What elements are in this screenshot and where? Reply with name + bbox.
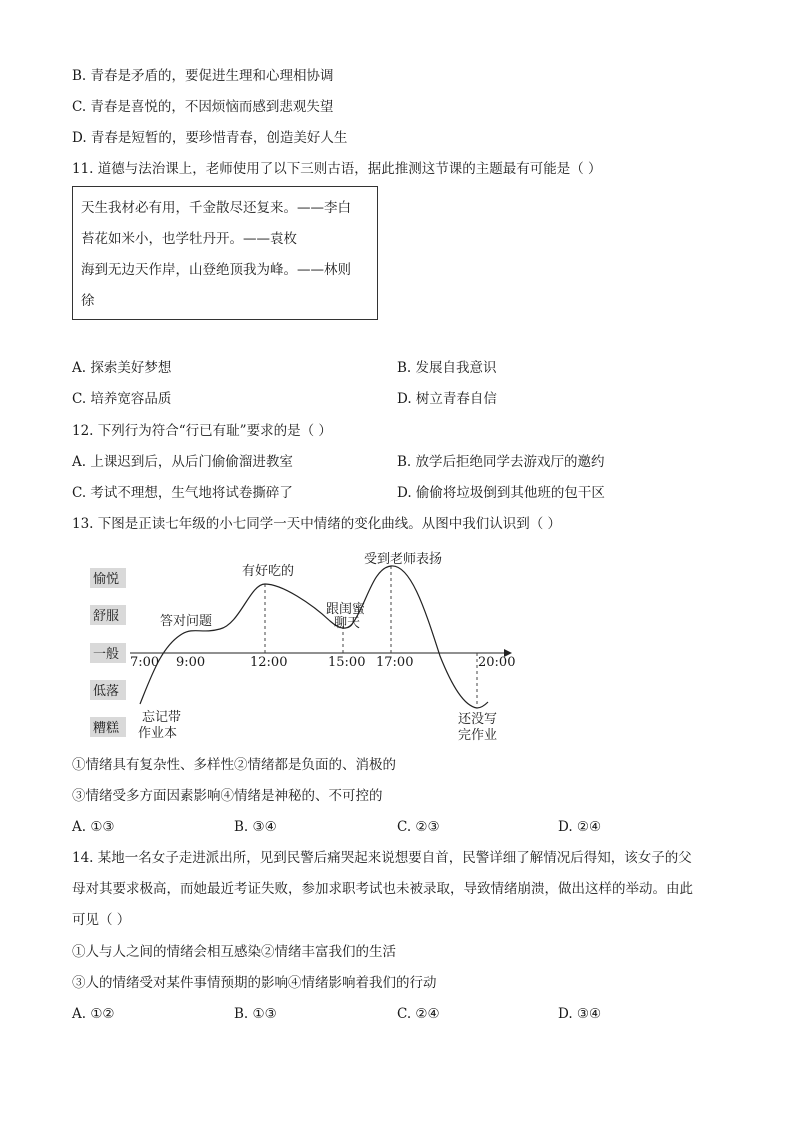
level-label-2: 舒服 <box>93 609 120 624</box>
q11-option-b: B. 发展自我意识 <box>397 360 497 376</box>
q13-stem: 13. 下图是正读七年级的小七同学一天中情绪的变化曲线。从图中我们认识到（ ） <box>72 516 562 532</box>
q14-option-b: B. ①③ <box>234 1006 277 1022</box>
x-tick-15: 15:00 <box>328 655 366 670</box>
event-label-4a: 跟闺蜜 <box>326 602 366 617</box>
event-label-1a: 忘记带 <box>142 710 182 725</box>
q10-option-b: B. 青春是矛盾的，要促进生理和心理相协调 <box>72 68 334 84</box>
q14-statement-2: ③人的情绪受对某件事情预期的影响④情绪影响着我们的行动 <box>72 975 437 991</box>
q14-stem-2: 母对其要求极高，而她最近考证失败，参加求职考试也未被录取，导致情绪崩溃，做出这样的举动。由此 <box>72 881 693 897</box>
q12-option-b: B. 放学后拒绝同学去游戏厅的邀约 <box>397 454 605 470</box>
q11-quote-2: 苔花如米小，也学牡丹开。——袁枚 <box>81 231 297 247</box>
q12-stem: 12. 下列行为符合“行已有耻”要求的是（ ） <box>72 423 332 439</box>
x-tick-9: 9:00 <box>176 655 206 670</box>
q14-option-d: D. ③④ <box>558 1006 602 1022</box>
q13-statement-1: ①情绪具有复杂性、多样性②情绪都是负面的、消极的 <box>72 757 396 773</box>
x-tick-20: 20:00 <box>478 655 516 670</box>
x-tick-12: 12:00 <box>250 655 288 670</box>
q11-option-c: C. 培养宽容品质 <box>72 391 172 407</box>
level-label-3: 一般 <box>93 647 120 662</box>
event-label-2: 答对问题 <box>160 614 213 629</box>
q10-option-c: C. 青春是喜悦的，不因烦恼而感到悲观失望 <box>72 99 334 115</box>
q12-option-a: A. 上课迟到后，从后门偷偷溜进教室 <box>72 454 293 470</box>
q13-option-b: B. ③④ <box>234 819 277 835</box>
q14-option-a: A. ①② <box>72 1006 115 1022</box>
q14-stem-1: 14. 某地一名女子走进派出所，见到民警后痛哭起来说想要自首，民警详细了解情况后得知，该女子的父 <box>72 850 692 866</box>
event-label-5: 受到老师表扬 <box>364 552 443 567</box>
event-label-1b: 作业本 <box>138 726 178 741</box>
q13-statement-2: ③情绪受多方面因素影响④情绪是神秘的、不可控的 <box>72 788 383 804</box>
q11-quote-1: 天生我材必有用，千金散尽还复来。——李白 <box>81 200 351 216</box>
event-label-3: 有好吃的 <box>242 564 295 579</box>
q11-quote-3: 海到无边天作岸，山登绝顶我为峰。——林则 <box>81 262 351 278</box>
x-tick-7: 7:00 <box>130 655 160 670</box>
event-label-6b: 完作业 <box>458 728 498 743</box>
event-label-4b: 聊天 <box>334 616 361 631</box>
level-label-5: 糟糕 <box>93 721 120 736</box>
q13-option-c: C. ②③ <box>397 819 440 835</box>
q13-option-a: A. ①③ <box>72 819 115 835</box>
q14-option-c: C. ②④ <box>397 1006 440 1022</box>
x-tick-17: 17:00 <box>376 655 414 670</box>
q11-quote-box <box>72 186 378 320</box>
q10-option-d: D. 青春是短暂的，要珍惜青春，创造美好人生 <box>72 130 348 146</box>
event-label-6a: 还没写 <box>458 712 498 727</box>
emotion-chart <box>72 546 522 746</box>
q14-statement-1: ①人与人之间的情绪会相互感染②情绪丰富我们的生活 <box>72 944 396 960</box>
q11-stem: 11. 道德与法治课上，老师使用了以下三则古语，据此推测这节课的主题最有可能是（ ） <box>72 161 602 177</box>
emotion-curve <box>140 566 488 708</box>
q11-quote-3-cont: 徐 <box>81 293 95 309</box>
q12-option-c: C. 考试不理想，生气地将试卷撕碎了 <box>72 485 293 501</box>
q12-option-d: D. 偷偷将垃圾倒到其他班的包干区 <box>397 485 605 501</box>
q14-stem-3: 可见（ ） <box>72 912 131 928</box>
q11-option-a: A. 探索美好梦想 <box>72 360 172 376</box>
q11-option-d: D. 树立青春自信 <box>397 391 497 407</box>
q13-option-d: D. ②④ <box>558 819 602 835</box>
level-label-4: 低落 <box>93 684 120 699</box>
level-label-1: 愉悦 <box>93 572 120 587</box>
